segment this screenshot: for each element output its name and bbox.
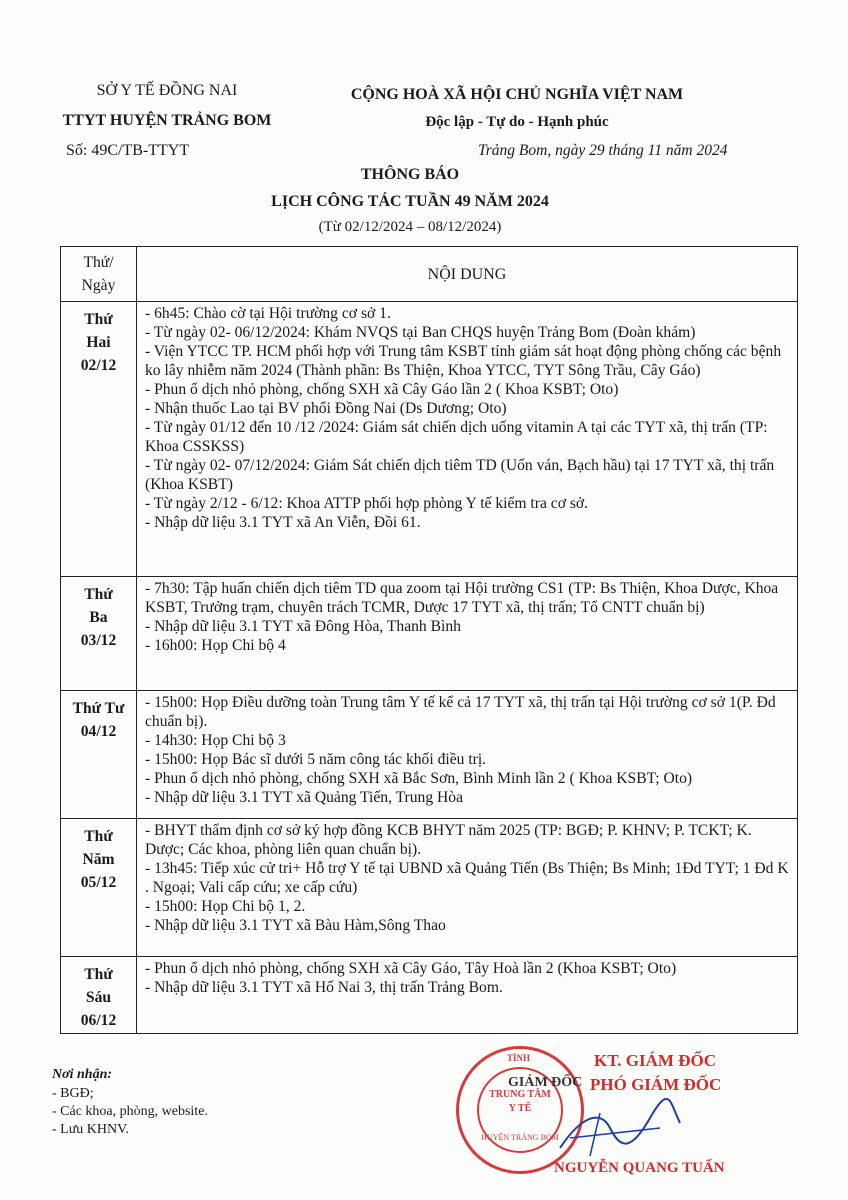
document-number: Số: 49C/TB-TTYT (66, 142, 190, 159)
day-cell (61, 819, 137, 957)
day-column-header (61, 247, 137, 302)
table-row (61, 577, 798, 691)
signer-name: NGUYỄN QUANG TUẤN (554, 1160, 725, 1176)
schedule-item: - Nhập dữ liệu 3.1 TYT xã An Viễn, Đồi 61. (145, 514, 421, 531)
day-date: 06/12 (80, 1012, 117, 1029)
recipients-heading: Nơi nhận: (52, 1067, 113, 1082)
department-name: SỞ Y TẾ ĐỒNG NAI (96, 82, 238, 99)
table-row (61, 302, 798, 577)
schedule-item: - 15h00: Họp Điều dưỡng toàn Trung tâm Y tế kể cả 17 TYT xã, thị trấn tại Hội trường cơ sở 1(P. Đd chuẩn bị). (145, 694, 776, 730)
content-cell (137, 302, 798, 577)
document-subject: LỊCH CÔNG TÁC TUẦN 49 NĂM 2024 (271, 193, 549, 210)
table-header-row (61, 247, 798, 302)
schedule-item: - Viện YTCC TP. HCM phối hợp với Trung tâm KSBT tỉnh giám sát hoạt động phòng chống các bệnh ko lây nhiễm năm 2024 (Thành phần: Bs Thiện, Khoa YTCC, TYT Sông Trầu, Cây Gáo) (145, 343, 782, 379)
day-cell (61, 691, 137, 819)
day-day1: Thứ (84, 828, 113, 845)
recipient-item: - Các khoa, phòng, website. (52, 1104, 208, 1119)
content-cell (137, 691, 798, 819)
content-cell (137, 957, 798, 1034)
schedule-item: - Phun ổ dịch nhỏ phòng, chống SXH xã Cây Gáo lần 2 ( Khoa KSBT; Oto) (145, 381, 619, 398)
content-cell (137, 819, 798, 957)
seal-text-mid-1: TRUNG TÂM (489, 1089, 551, 1100)
schedule-item: - Nhập dữ liệu 3.1 TYT xã Quảng Tiến, Trung Hòa (145, 789, 464, 806)
day-day2: Hai (86, 334, 111, 351)
schedule-item: - Từ ngày 02- 06/12/2024: Khám NVQS tại Ban CHQS huyện Trảng Bom (Đoàn khám) (145, 324, 696, 341)
seal-text-top: TỈNH (507, 1053, 531, 1063)
recipient-item: - BGĐ; (52, 1086, 94, 1101)
schedule-item: - Từ ngày 2/12 - 6/12: Khoa ATTP phối hợp phòng Y tế kiểm tra cơ sở. (145, 495, 589, 512)
schedule-item: - 7h30: Tập huấn chiến dịch tiêm TD qua zoom tại Hội trường CS1 (TP: Bs Thiện, Khoa Dược, Khoa KSBT, Trưởng trạm, chuyên trách TCMR, Dược 17 TYT xã, thị trấn; Tổ CNTT chuẩn bị) (145, 580, 779, 616)
schedule-item: - 6h45: Chào cờ tại Hội trường cơ sở 1. (145, 305, 391, 322)
day-cell (61, 577, 137, 691)
schedule-item: - Nhập dữ liệu 3.1 TYT xã Đông Hòa, Thanh Bình (145, 618, 461, 635)
schedule-item: - Từ ngày 01/12 đến 10 /12 /2024: Giám sát chiến dịch uống vitamin A tại các TYT xã, thị trấn (TP: Khoa CSSKSS) (145, 419, 768, 455)
schedule-item: - 15h00: Họp Chi bộ 1, 2. (145, 898, 306, 915)
schedule-item: - Nhận thuốc Lao tại BV phổi Đồng Nai (Ds Dương; Oto) (145, 400, 507, 417)
schedule-item: - BHYT thẩm định cơ sở ký hợp đồng KCB BHYT năm 2025 (TP: BGĐ; P. KHNV; P. TCKT; K. Dược; Các khoa, phòng liên quan chuẩn bị). (145, 822, 752, 858)
day-day2: Ba (89, 609, 108, 626)
schedule-item: - Từ ngày 02- 07/12/2024: Giám Sát chiến dịch tiêm TD (Uốn ván, Bạch hầu) tại 17 TYT xã, thị trấn (Khoa KSBT) (145, 457, 775, 493)
day-header-line-2: Ngày (81, 277, 116, 294)
day-day2: Năm (82, 851, 115, 868)
day-day1: Thứ Tư (72, 700, 125, 717)
day-day1: Thứ (84, 311, 113, 328)
schedule-item: - Nhập dữ liệu 3.1 TYT xã Bàu Hàm,Sông Thao (145, 917, 446, 934)
day-day2: Sáu (85, 989, 112, 1006)
national-motto: Độc lập - Tự do - Hạnh phúc (425, 114, 609, 130)
content-cell (137, 577, 798, 691)
schedule-table (60, 246, 798, 1034)
country-name: CỘNG HOÀ XÃ HỘI CHỦ NGHĨA VIỆT NAM (350, 86, 684, 103)
table-row (61, 819, 798, 957)
day-date: 04/12 (80, 723, 117, 740)
schedule-item: - 16h00: Họp Chi bộ 4 (145, 637, 286, 654)
signature-director-print: GIÁM ĐỐC (508, 1075, 583, 1090)
signature-role: PHÓ GIÁM ĐỐC (590, 1075, 722, 1094)
day-cell (61, 302, 137, 577)
day-day1: Thứ (84, 966, 113, 983)
schedule-item: - Nhập dữ liệu 3.1 TYT xã Hố Nai 3, thị trấn Trảng Bom. (145, 979, 503, 996)
content-column-header: NỘI DUNG (137, 247, 798, 302)
schedule-item: - Phun ổ dịch nhỏ phòng, chống SXH xã Bắc Sơn, Bình Minh lần 2 ( Khoa KSBT; Oto) (145, 770, 693, 787)
day-day1: Thứ (84, 586, 113, 603)
recipient-item: - Lưu KHNV. (52, 1122, 129, 1137)
place-date: Trảng Bom, ngày 29 tháng 11 năm 2024 (478, 142, 728, 159)
schedule-item: - 15h00: Họp Bác sĩ dưới 5 năm công tác khối điều trị. (145, 751, 487, 768)
table-row (61, 957, 798, 1034)
day-date: 05/12 (80, 874, 117, 891)
schedule-item: - 13h45: Tiếp xúc cử tri+ Hỗ trợ Y tế tại UBND xã Quảng Tiến (Bs Thiện; Bs Minh; 1Đd TYT; 1 Đd K . Ngoại; Vali cấp cứu; xe cấp cứu) (145, 860, 789, 896)
signature-kt: KT. GIÁM ĐỐC (594, 1051, 716, 1070)
schedule-item: - Phun ổ dịch nhỏ phòng, chống SXH xã Cây Gáo, Tây Hoà lần 2 (Khoa KSBT; Oto) (145, 960, 677, 977)
schedule-item: - 14h30: Họp Chi bộ 3 (145, 732, 286, 749)
day-header-line-1: Thứ/ (83, 254, 114, 271)
handwritten-signature (540, 1098, 690, 1162)
document-type: THÔNG BÁO (360, 166, 460, 183)
day-date: 02/12 (80, 357, 117, 374)
seal-text-mid-2: Y TẾ (508, 1103, 532, 1114)
seal-text-bottom: HUYỆN TRẢNG BOM (481, 1133, 559, 1142)
table-row (61, 691, 798, 819)
date-range: (Từ 02/12/2024 – 08/12/2024) (318, 219, 502, 235)
day-cell (61, 957, 137, 1034)
organization-name: TTYT HUYỆN TRẢNG BOM (62, 112, 272, 129)
day-date: 03/12 (80, 632, 117, 649)
